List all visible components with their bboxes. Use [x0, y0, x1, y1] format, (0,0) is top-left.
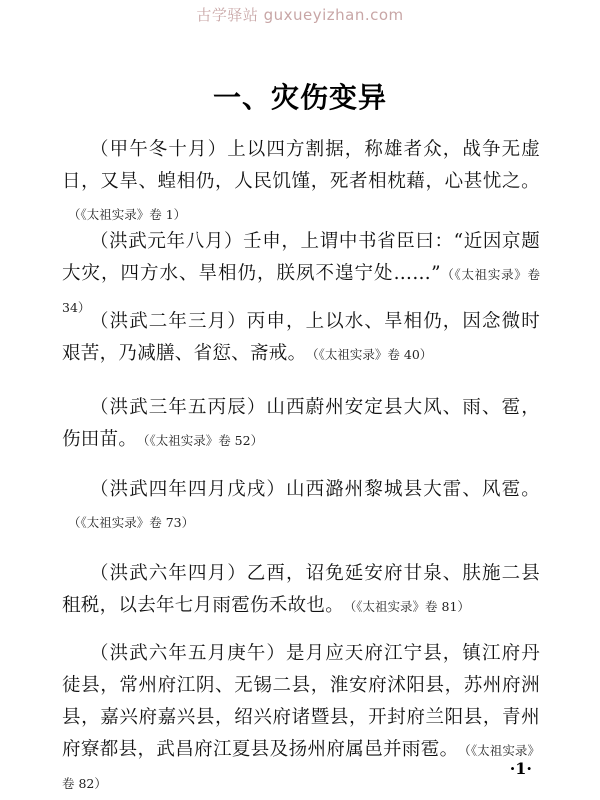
record-entry	[62, 638, 540, 800]
entry-citation: （《太祖实录》卷 52）	[143, 433, 264, 448]
entry-citation: （《太祖实录》卷 81）	[350, 599, 470, 614]
record-entry	[62, 392, 540, 457]
record-entry	[62, 134, 540, 231]
section-title: 一、灾伤变异	[212, 81, 387, 114]
entry-text: （洪武六年五月庚午）是月应天府江宁县，镇江府丹徒县，常州府江阴、无锡二县，淮安府沭阳县，苏州府洲县，嘉兴府嘉兴县，绍兴府诸暨县，开封府兰阳县，青州府寮都县，武昌府江夏县及扬州府属邑并雨雹。	[62, 643, 540, 760]
page-number: ·1·	[509, 759, 532, 778]
entry-citation: （《太祖实录》卷 73）	[68, 515, 195, 530]
entry-citation: （《太祖实录》卷 1）	[68, 207, 187, 222]
entry-text: （甲午冬十月）上以四方割据，称雄者众，战争无虚日，又旱、蝗相仍，人民饥馑，死者相枕藉，心甚忧之。	[62, 139, 540, 192]
record-entry	[62, 474, 540, 539]
entry-citation: （《太祖实录》卷 40）	[312, 347, 433, 362]
entry-text: （洪武二年三月）丙申，上以水、旱相仍，因念微时艰苦，乃减膳、省愆、斋戒。	[62, 311, 540, 364]
site-watermark: 古学驿站 guxueyizhan.com	[196, 6, 404, 24]
entry-text: （洪武三年五丙辰）山西蔚州安定县大风、雨、雹，伤田苗。	[62, 397, 540, 450]
entry-text: （洪武六年四月）乙酉，诏免延安府甘泉、肤施二县租税，以去年七月雨雹伤禾故也。	[62, 563, 540, 616]
entry-citation: （《太祖实录》卷 34）	[62, 267, 540, 315]
entry-text: （洪武四年四月戊戌）山西潞州黎城县大雷、风雹。	[90, 479, 540, 500]
entry-citation: （《太祖实录》卷 82）	[62, 743, 540, 791]
record-entry	[62, 306, 540, 371]
record-entry	[62, 558, 540, 623]
entry-text: （洪武元年八月）壬申，上谓中书省臣曰：“近因京题大灾，四方水、旱相仍，朕夙不遑宁处……”	[62, 231, 540, 284]
